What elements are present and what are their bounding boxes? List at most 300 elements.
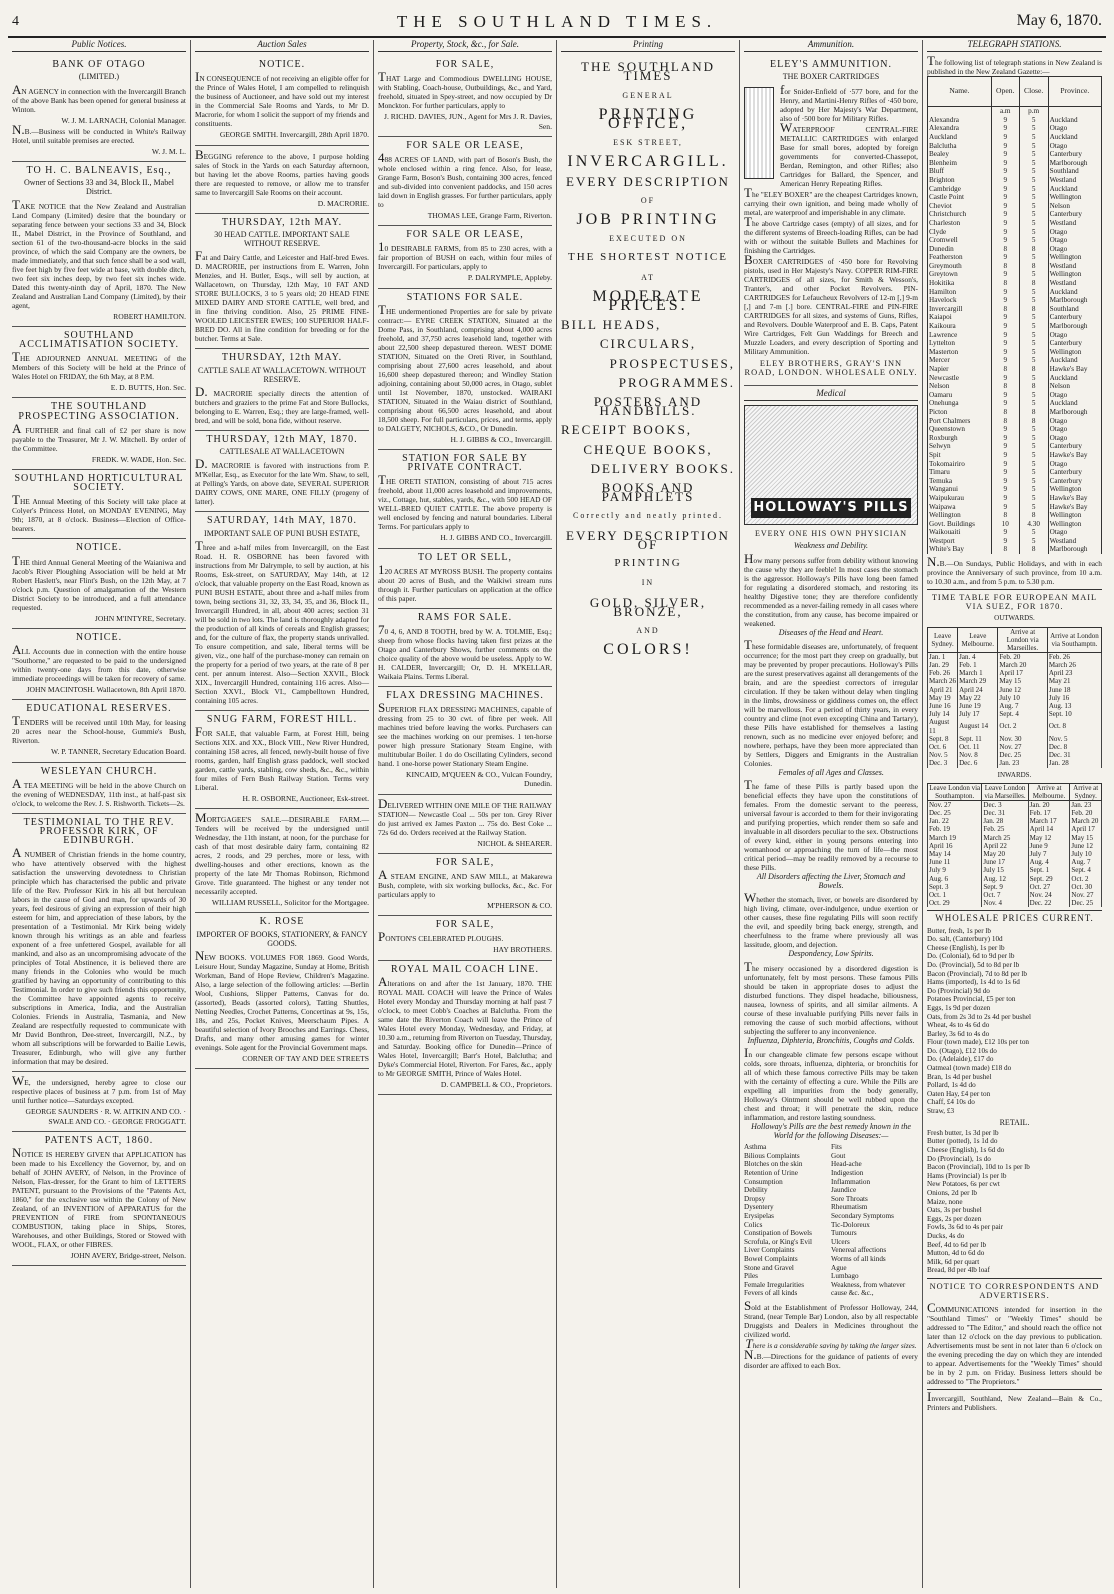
disease-item: Worms of all kinds [831,1254,886,1263]
table-cell: 5 [1019,159,1048,168]
advertisement [378,137,552,226]
table-row [928,356,1102,365]
table-row [928,210,1102,219]
table-cell: 5 [1019,210,1048,219]
ad-title: NOTICE. [75,542,123,554]
table-cell: 5 [1019,391,1048,400]
table-cell: July 14 [928,710,958,718]
advertisement [378,289,552,450]
table-cell: 5 [1019,468,1048,477]
ad-body: THE Annual Meeting of this Society will take place at Colyer's Princess Hotel, on MONDAY EVENING, May 9th; 1870, at 8 o'clock. Business—Election of Office-bearers. [12,492,186,534]
table-cell: Dec. 25 [928,809,982,817]
table-cell: Brighton [928,176,992,185]
section-heading: Females of all Ages and Classes. [778,767,884,777]
table-cell: Hawke's Bay [1048,494,1101,503]
table-cell: 9 [991,322,1019,331]
advertisement [195,56,369,145]
table-cell: 5 [1019,451,1048,460]
table-row [928,305,1102,314]
holloway-tagline: EVERY ONE HIS OWN PHYSICIAN [754,529,908,539]
table-cell: Featherston [928,253,992,262]
table-row [928,185,1102,194]
holloway-sections [744,541,918,1140]
table-cell: Selwyn [928,442,992,451]
table-cell: Sept. 4 [1070,866,1102,874]
table-cell: Aug. 6 [928,875,982,883]
section-heading: Weakness and Debility. [793,541,869,551]
table-cell: July 17 [958,710,998,718]
table-cell: Hawke's Bay [1048,503,1101,512]
table-cell: Canterbury [1048,210,1101,219]
ad-signature: M'PHERSON & CO. [487,901,552,911]
column-heading: TELEGRAPH STATIONS. [927,40,1102,52]
column-telegraph-stations [923,40,1106,1588]
table-row [928,669,1102,677]
table-cell: Nelson [1048,382,1101,391]
table-cell: August 14 [958,718,998,734]
table-cell: Wellington [1048,348,1101,357]
table-cell: Sept. 1 [1028,866,1070,874]
ad-signature: H. J. GIBBS & CO., Invercargill. [450,434,552,444]
table-cell: March 19 [928,834,982,842]
disease-item: Tumours [831,1229,857,1238]
table-cell: Auckland [1048,399,1101,408]
ad-signature: WILLIAM RUSSELL, Solicitor for the Mortgagee. [211,898,369,908]
disease-item: Gout [831,1151,846,1160]
advertisement [378,226,552,288]
price-item: Do. (Adelaide), £17 do [927,1055,994,1064]
table-cell: Jan. 20 [1028,800,1070,809]
column-printing [557,40,740,1588]
holloway-illustration [744,405,918,525]
disease-item: Dropsy [744,1194,766,1203]
table-cell: 8 [1019,245,1048,254]
newspaper-title: THE SOUTHLAND TIMES. [396,12,718,31]
table-cell: Kaikoura [928,322,992,331]
disease-item: Rheumatism [831,1203,868,1212]
table-cell: Marlborough [1048,322,1101,331]
table-cell: Otago [1048,245,1101,254]
table-cell: Spit [928,451,992,460]
table-header: Leave London via Marseilles. [982,783,1028,800]
printing-line: EVERY DESCRIPTION OF [566,527,730,552]
table-cell: 8 [1019,417,1048,426]
table-cell: Auckland [1048,356,1101,365]
table-row [928,322,1102,331]
ad-title: FLAX DRESSING MACHINES. [386,690,544,702]
table-row [928,262,1102,271]
table-cell: Jan. 28 [982,817,1028,825]
table-row [928,331,1102,340]
table-cell: Feb. 20 [1070,809,1102,817]
table-cell: Wellington [1048,511,1101,520]
ad-signature: E. D. BUTTS, Hon. Sec. [110,383,186,393]
table-cell: May 20 [982,850,1028,858]
advertisement [12,700,186,762]
table-cell: 8 [1019,408,1048,417]
column-heading: Auction Sales [195,40,369,52]
table-row [928,661,1102,669]
table-cell: Roxburgh [928,434,992,443]
table-cell: 9 [991,528,1019,537]
table-cell: Otago [1048,331,1101,340]
table-cell: Feb. 20 [998,652,1047,661]
ad-title: SOUTHLAND HORTICULTURAL SOCIETY. [14,473,184,494]
printing-line: PROSPECTUSES, [609,355,735,371]
table-row [928,374,1102,383]
table-cell: Jan. 22 [928,817,982,825]
table-cell: 9 [991,193,1019,202]
table-cell: March 20 [1070,817,1102,825]
ad-signature: ELEY BROTHERS, GRAY'S INN ROAD, LONDON. WHOLESALE ONLY. [744,358,918,377]
table-cell: May 22 [958,694,998,702]
table-cell: Aug. 7 [1070,858,1102,866]
table-cell: Hokitika [928,279,992,288]
table-row [928,686,1102,694]
advertisement [12,814,186,1073]
advertisement [378,961,552,1095]
table-cell: April 21 [928,686,958,694]
table-row [928,751,1102,759]
table-cell: Havelock [928,296,992,305]
disease-item: Fevers of all kinds [744,1289,798,1298]
ad-body: 120 ACRES AT MYROSS BUSH. The property contains about 20 acres of Bush, and the Waikiwi stream runs through it. Further particulars on application at the office of this paper. [378,561,552,603]
table-cell: 5 [1019,116,1048,125]
table-cell: Sept. 3 [928,883,982,891]
table-cell: Invercargill [928,305,992,314]
table-row [928,107,1102,116]
advertisement [195,146,369,214]
ad-signature: H. R. OSBORNE, Auctioneer, Esk-street. [242,794,369,804]
ad-title: TESTIMONIAL TO THE REV. PROFESSOR KIRK, OF EDINBURGH. [23,816,175,847]
price-item: Fowls, 3s 6d to 4s per pair [927,1223,1004,1232]
table-cell: 5 [1019,167,1048,176]
table-cell: Greytown [928,270,992,279]
masthead [0,0,1114,34]
price-item: Fresh butter, 1s 3d per lb [927,1128,999,1137]
outwards-label: OUTWARDS. [994,614,1035,623]
table-cell: June 17 [982,858,1028,866]
table-cell: Christchurch [928,210,992,219]
table-cell: 5 [1019,425,1048,434]
advertisement [378,549,552,609]
table-cell: Dunedin [928,245,992,254]
disease-item: Bilious Complaints [744,1151,800,1160]
table-cell: Feb. 19 [928,825,982,833]
printing-line: PRINTING OFFICE, [598,105,698,133]
table-cell: May 15 [1070,834,1102,842]
ad-body: MORTGAGEE'S SALE.—DESIRABLE FARM.—Tenders will be received by the undersigned until Wednesday, the 11th instant, at noon, for the purchase for cash of that most desirable dairy farm, containing 82 acres, 2 roods, and 29 perches, more or less, with dwelling-houses and other erections, known as the property of the late Mr Thomas Robinson, Richmond Grove. Title guaranteed. The highest or any tender not necessarily accepted. [195,810,369,897]
table-header: Leave Melbourne. [958,627,998,652]
ad-body: THE ORETI STATION, consisting of about 715 acres freehold, about 11,000 acres leasehold and improvements, viz., Cottage, hut, stables, yards, &c., with 500 HEAD OF WELL-BRED QUIET CATTLE. The above property is well enclosed by fencing and natural boundaries. Liberal Terms. For particulars apply to [378,472,552,532]
table-cell: 9 [991,399,1019,408]
ad-title: SOUTHLAND ACCLIMATISATION SOCIETY. [19,329,179,351]
table-cell: 9 [991,133,1019,142]
table-cell: Wellington [1048,270,1101,279]
table-cell: Dec. 25 [1070,899,1102,907]
disease-item: Inflammation [831,1177,871,1186]
holloway-directions: N.B.—Directions for the guidance of patients of every disorder are affixed to each Box. [744,1346,918,1370]
ad-title: STATION FOR SALE BY PRIVATE CONTRACT. [402,453,528,474]
table-cell: Masterton [928,348,992,357]
ad-signature: THOMAS LEE, Grange Farm, Riverton. [427,211,552,221]
advertisement [378,854,552,916]
ad-signature: JOHN M'INTYRE, Secretary. [94,613,186,623]
table-cell: March 26 [1047,661,1101,669]
ad-subtitle: Owner of Sections 33 and 34, Block II., Mabel District. [24,178,174,197]
printing-line: EXECUTED ON [609,234,687,244]
table-cell: Sept. 8 [928,735,958,743]
ad-title: BANK OF OTAGO [52,59,146,71]
table-cell: June 16 [928,702,958,710]
table-cell: 8 [991,545,1019,554]
table-cell: 8 [991,511,1019,520]
table-cell: 9 [991,503,1019,512]
printing-line: DELIVERY BOOKS. [590,460,735,476]
price-item: Do (Provincial), 1s do [927,1154,991,1163]
table-cell: 5 [1019,313,1048,322]
table-row [928,891,1102,899]
table-cell: July 10 [998,694,1047,702]
table-cell: March 25 [982,834,1028,842]
price-item: Eggs, 2s per dozen [927,1214,982,1223]
table-cell: Marlborough [1048,159,1101,168]
ad-title: FOR SALE OR LEASE, [406,229,524,241]
table-cell: Otago [1048,528,1101,537]
price-item: Potatoes Provincial, £5 per ton [927,995,1016,1004]
ad-body: THAT Large and Commodious DWELLING HOUSE, with Stabling, Coach-house, Outbuildings, &c., and Yard, freehold, situated in Spey-street, and now occupied by Dr Monckton. For further particulars, apply to [378,69,552,111]
price-item: Chaff, £4 10s do [927,1098,975,1107]
table-cell: July 15 [982,866,1028,874]
table-row [928,545,1102,554]
ad-body: The above Cartridge cases (empty) of all sizes, and for the different systems of Breech-loading Rifles, can be had with or without the suitable Bullets and Machines for finishing the Cartridges. [744,213,918,255]
printing-line: POSTERS AND HANDBILLS. [593,394,703,419]
table-cell: Nov. 27 [1070,891,1102,899]
table-cell: July 7 [1028,850,1070,858]
table-cell: 5 [1019,193,1048,202]
price-item: Bread, 8d per 4lb loaf [927,1266,990,1275]
table-row [928,124,1102,133]
table-header: Arrive at London via Southamptn. [1047,627,1101,652]
table-header: Province. [1048,77,1101,107]
advertisement [195,711,369,809]
table-cell: 5 [1019,348,1048,357]
table-cell: 8 [991,365,1019,374]
table-cell: 5 [1019,185,1048,194]
advertisement [378,795,552,854]
ad-title: THE SOUTHLAND PROSPECTING ASSOCIATION. [18,401,180,422]
printing-line: BILL HEADS, [561,317,662,333]
table-cell: April 14 [1028,825,1070,833]
table-cell: 9 [991,228,1019,237]
table-row [928,270,1102,279]
printing-line: JOB PRINTING [576,211,720,229]
table-cell: Jan. 23 [1070,800,1102,809]
table-cell: June 9 [1028,842,1070,850]
table-row [928,202,1102,211]
table-cell: 9 [991,374,1019,383]
table-cell: June 18 [1047,686,1101,694]
section-heading: All Disorders affecting the Liver, Stomach and Bowels. [756,872,906,891]
table-row [928,875,1102,883]
table-cell: 9 [991,425,1019,434]
table-cell: Auckland [928,133,992,142]
table-cell: 9 [991,537,1019,546]
table-cell: Oamaru [928,391,992,400]
table-cell: June 12 [998,686,1047,694]
table-cell: Aug. 4 [1028,858,1070,866]
table-row [928,858,1102,866]
table-cell: Otago [1048,124,1101,133]
table-row [928,743,1102,751]
table-cell: July 9 [928,866,982,874]
table-cell: 5 [1019,503,1048,512]
disease-item: Asthma [744,1143,767,1152]
printing-line: IN [641,578,655,588]
table-cell: 8 [1019,382,1048,391]
table-header: Arrive at Sydney. [1070,783,1102,800]
table-row [928,702,1102,710]
ad-title: STATIONS FOR SALE. [406,291,524,303]
table-cell: 9 [991,150,1019,159]
table-cell: Port Chalmers [928,417,992,426]
column-heading: Property, Stock, &c., for Sale. [378,40,552,52]
table-header: Leave Sydney. [928,627,958,652]
table-row [928,710,1102,718]
table-row [928,834,1102,842]
ad-body: 10 DESIRABLE FARMS, from 85 to 230 acres, with a fair proportion of BUSH on each, within four miles of Invercargill. For particulars, apply to [378,239,552,272]
advertisement [12,539,186,628]
column-property-for-sale [374,40,557,1588]
table-cell: a.m [991,107,1019,116]
ad-subtitle: CATTLE SALE AT WALLACETOWN. WITHOUT RESERVE. [197,365,367,384]
table-cell: 8 [991,245,1019,254]
ad-title: K. ROSE [259,916,305,928]
disease-item: Jaundice [831,1186,857,1195]
table-cell: 5 [1019,374,1048,383]
table-cell: 5 [1019,434,1048,443]
ad-body: 70 4, 6, AND 8 TOOTH, bred by W. A. TOLMIE, Esq.; sheep from whose flocks having taken first prizes at the Otago and Canterbury Shows, further comments on the choice quality of the above would be useless. Apply to W. H. CALDER, Invercargill; Or, D. H. M'KELLAR, Waikaia Plains. Terms Liberal. [378,622,552,682]
price-item: Oatmeal (town made) £18 do [927,1064,1012,1073]
table-row [928,339,1102,348]
section-text: The misery occasioned by a disordered digestion is unfortunately, felt by most persons. These famous Pills should be taken in appropriate doses to adjust the disturbed functions. They dispel headache, biliousness, nausea, lowness of spirits, and all similar ailments. A course of these invaluable purifying Pills never fails in removing the cause of such morbid affections, without subjecting the sufferer to any inconvenience. [744,958,918,1036]
diseases-right [831,1143,918,1298]
table-cell: April 17 [1070,825,1102,833]
table-cell: Otago [1048,417,1101,426]
table-cell: May 14 [928,850,982,858]
table-row [928,313,1102,322]
price-item: Pollard, 1s 4d do [927,1081,976,1090]
table-cell: 9 [991,270,1019,279]
section-heading: Holloway's Pills are the best remedy known in the World for the following Diseases:— [751,1121,911,1141]
table-row [928,142,1102,151]
ad-title: FOR SALE, [435,856,495,868]
ad-body: SUPERIOR FLAX DRESSING MACHINES, capable of dressing from 25 to 30 cwt. of fibre per week. All machines tried before leaving the works. Purchasers can see the machines working on our premises. 1 ten-horse power high pressure Stationary Steam Engine, with multitubular Boiler. 1 do do Oscillating Cylinders, second hand. 1 one-horse power Stationary Steam Engine. [378,700,552,769]
wholesale-prices [927,927,1102,1116]
ad-body: NEW BOOKS. VOLUMES FOR 1869. Good Words, Leisure Hour, Sunday Magazine, Sunday at Home, British Workman, Band of Hope Review, Children's Magazine. Also, a large selection of the following articles: —Berlin Wool, Cushions, Slipper Patterns, Canvas for do. (assorted), Beads (assorted colors), Tatting Shuttles, Netting Needles, Crochet Patterns, Concertinas at 9s, 15s, 18s, and 25s, Pocket Knives, Meerschaum Pipes. A beautiful selection of Ivory Brooches and Earrings. Chess, Drafts, and many other amusing games for winter evenings. Sole agent for the Provincial Government maps. [195,948,369,1053]
ad-body: 488 ACRES OF LAND, with part of Boson's Bush, the whole enclosed within a ring fence. Also, for lease, Grange Farm, Boson's Bush, containing 300 acres, fenced and sub-divided into convenient paddocks, and 150 acres laid down in English grasses. For further particulars, apply to [378,150,552,210]
printing-line: GENERAL [622,90,674,100]
ad-signature: FREDK. W. WADE, Hon. Sec. [91,454,186,464]
table-cell: Dec. 8 [1047,743,1101,751]
ad-signature: W. P. TANNER, Secretary Education Board. [51,747,186,757]
disease-item: Head-ache [831,1160,862,1169]
table-cell: Nelson [1048,202,1101,211]
table-cell: Canterbury [1048,339,1101,348]
table-cell: 5 [1019,124,1048,133]
table-cell: 9 [991,331,1019,340]
table-cell: Marlborough [1048,545,1101,554]
table-row [928,228,1102,237]
table-cell: Castle Point [928,193,992,202]
table-row [928,442,1102,451]
disease-item: Tic-Doloreux [831,1220,870,1229]
printing-line: OF [640,195,656,205]
table-cell: 5 [1019,339,1048,348]
table-cell: 5 [1019,331,1048,340]
table-row [928,116,1102,125]
section-text: In our changeable climate few persons escape without colds, sore throats, influenza, diphteria, or bronchitis for all of which these famous corrective Pills may be taken with the certainty of effecting a cure. While the Pills are expelling all impurities from the body generally, Holloway's Ointment should be well rubbed upon the chest and throat; it will penetrate the skin, reduce inflammation, and restore lasting soundness. [744,1044,918,1122]
table-cell: Oct. 2 [1070,875,1102,883]
table-cell: 5 [1019,202,1048,211]
table-cell: Hawke's Bay [1048,365,1101,374]
table-cell: Oct. 30 [1070,883,1102,891]
advertisement [195,214,369,350]
section-text: The fame of these Pills is partly based upon the beneficial effects they have upon the constitutions of females. From the domestic servant to the peeress, universal favour is accorded to them for their invigorating and purifying properties, which render them so safe and invaluable in all disorders peculiar to the sex. Obstructions of every kind, either in young persons entering into womanhood or approaching the turn of life—the most critical period—may be readily removed by a recourse to these Pills. [744,777,918,873]
table-cell: 8 [991,382,1019,391]
disease-item: Liver Complaints [744,1246,795,1255]
table-cell: Tokomairiro [928,460,992,469]
table-row [928,735,1102,743]
table-cell: 5 [1019,528,1048,537]
ad-signature: H. J. GIBBS AND CO., Invercargill. [440,533,552,543]
table-cell: Southland [1048,305,1101,314]
table-cell: Auckland [1048,185,1101,194]
table-cell: Newcastle [928,374,992,383]
table-row [928,503,1102,512]
printing-line: THE SHORTEST NOTICE [568,251,728,264]
table-cell: Waikouaiti [928,528,992,537]
price-item: Oats, 3s per bushel [927,1206,982,1215]
page-columns [8,40,1106,1588]
printing-line: AND [636,625,660,635]
table-cell: 5 [1019,477,1048,486]
table-cell: Bealey [928,150,992,159]
table-row [928,245,1102,254]
table-cell: 5 [1019,228,1048,237]
table-cell: Westland [1048,279,1101,288]
advertisement [195,913,369,1069]
issue-date: May 6, 1870. [1016,12,1102,29]
table-row [928,253,1102,262]
price-item: Do (Provincial) 9d do [927,986,990,995]
table-cell: Nov. 4 [982,899,1028,907]
table-row [928,477,1102,486]
table-cell: 9 [991,202,1019,211]
table-cell: Oct. 11 [958,743,998,751]
table-cell: Blenheim [928,159,992,168]
diseases-left [744,1143,831,1298]
table-cell: 9 [991,142,1019,151]
ad-body: WE, the undersigned, hereby agree to close our respective places of business at 7 p.m. from 1st of May until further notice—Saturdays excepted. [12,1073,186,1106]
printing-line: PROGRAMMES. [618,374,735,390]
table-cell: March 26 [929,677,957,686]
table-cell: Clyde [928,228,992,237]
price-item: Onions, 2d per lb [927,1189,977,1197]
price-item: Do. (Colonial), 6d to 9d per lb [927,952,1015,961]
disease-item: Bowel Complaints [744,1254,798,1263]
column-ammunition-medical [740,40,923,1588]
